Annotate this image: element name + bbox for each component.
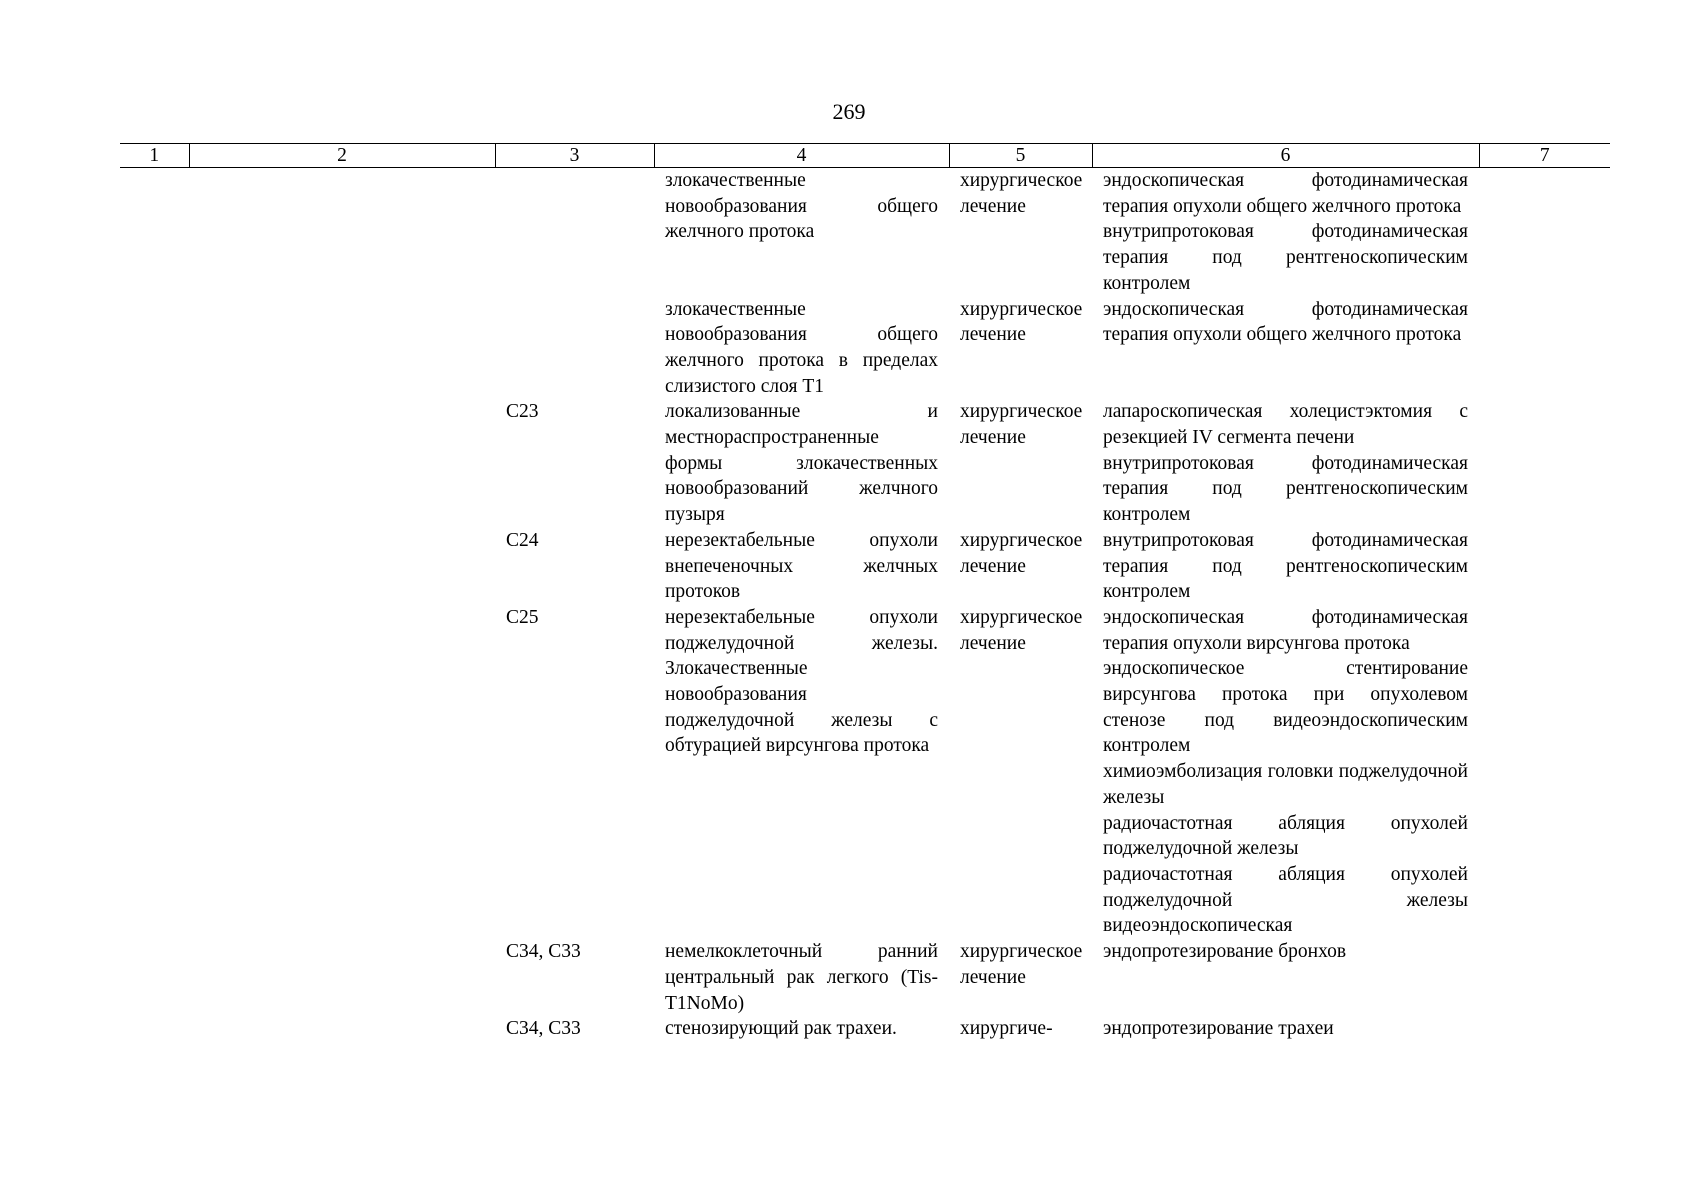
- profile-cell: [189, 168, 495, 297]
- table-row: [120, 528, 1610, 605]
- table-row: [120, 939, 1610, 1016]
- treatment-method: внутрипротоковая фотодинамическая терапия под рентгеноскопическим контролем: [1103, 529, 1468, 603]
- standard-cell: [1479, 168, 1610, 297]
- diagnosis-cell: нерезектабельные опухоли внепеченочных желчных протоков: [665, 529, 938, 603]
- row-number-cell: [120, 168, 189, 297]
- treatment-methods-cell: [1092, 528, 1479, 605]
- table-row: [120, 168, 1610, 297]
- diagnosis-cell: нерезектабельные опухоли поджелудочной железы. Злокачественные новообразования поджелудочной железы с обтурацией вирсунгова протока: [665, 606, 938, 757]
- treatment-method: эндоскопическая фотодинамическая терапия опухоли общего желчного протока: [1103, 298, 1468, 346]
- standard-cell: [1479, 605, 1610, 939]
- profile-cell: [189, 399, 495, 528]
- icd-code-cell: C34, C33: [506, 1018, 581, 1040]
- icd-code-cell: C34, C33: [506, 941, 581, 963]
- standard-cell: [1479, 1016, 1610, 1042]
- icd-code-cell: [495, 297, 654, 400]
- column-header-6: 6: [1092, 144, 1479, 168]
- row-number-cell: [120, 528, 189, 605]
- treatment-type-cell: хирургическое лечение: [960, 941, 1083, 988]
- table-row: [120, 297, 1610, 400]
- table-row: [120, 605, 1610, 939]
- treatment-methods-cell: [1092, 297, 1479, 400]
- treatment-method: радиочастотная абляция опухолей поджелудочной железы видеоэндоскопическая: [1103, 863, 1468, 937]
- medical-procedures-table: [120, 143, 1610, 1042]
- treatment-method: эндопротезирование трахеи: [1103, 1018, 1334, 1040]
- column-header-2: 2: [189, 144, 495, 168]
- column-header-3: 3: [495, 144, 654, 168]
- table-row: [120, 1016, 1610, 1042]
- icd-code-cell: [495, 168, 654, 297]
- profile-cell: [189, 1016, 495, 1042]
- column-header-5: 5: [949, 144, 1092, 168]
- treatment-methods-cell: [1092, 939, 1479, 1016]
- icd-code-cell: C24: [506, 529, 539, 551]
- standard-cell: [1479, 399, 1610, 528]
- treatment-method: эндоскопическое стентирование вирсунгова протока при опухолевом стенозе под видеоэндоскопическим контролем: [1103, 658, 1468, 757]
- treatment-type-cell: хирургиче-: [960, 1018, 1053, 1040]
- icd-code-cell: C23: [506, 401, 539, 423]
- treatment-type-cell: хирургическое лечение: [960, 401, 1083, 449]
- column-number-row: [120, 144, 1610, 168]
- icd-code-cell: C25: [506, 606, 539, 628]
- column-header-1: 1: [120, 144, 189, 168]
- treatment-method: эндопротезирование бронхов: [1103, 941, 1347, 963]
- standard-cell: [1479, 297, 1610, 400]
- treatment-method: эндоскопическая фотодинамическая терапия опухоли вирсунгова протока: [1103, 606, 1468, 654]
- diagnosis-cell: немелкоклеточный ранний центральный рак легкого (Tis-T1NoMo): [665, 941, 938, 1014]
- treatment-method: лапароскопическая холецистэктомия с резекцией IV сегмента печени: [1103, 401, 1468, 449]
- treatment-type-cell: хирургическое лечение: [960, 529, 1083, 577]
- column-header-7: 7: [1479, 144, 1610, 168]
- standard-cell: [1479, 939, 1610, 1016]
- treatment-methods-cell: [1092, 605, 1479, 939]
- treatment-methods-cell: [1092, 1016, 1479, 1042]
- page-number: 269: [832, 99, 866, 124]
- treatment-type-cell: хирургическое лечение: [960, 298, 1083, 346]
- treatment-methods-cell: [1092, 168, 1479, 297]
- row-number-cell: [120, 399, 189, 528]
- profile-cell: [189, 605, 495, 939]
- row-number-cell: [120, 297, 189, 400]
- diagnosis-cell: локализованные и местнораспространенные формы злокачественных новообразований желчного пузыря: [665, 401, 938, 526]
- profile-cell: [189, 297, 495, 400]
- column-header-4: 4: [654, 144, 949, 168]
- treatment-type-cell: хирургическое лечение: [960, 606, 1083, 654]
- treatment-method: радиочастотная абляция опухолей поджелудочной железы: [1103, 812, 1468, 860]
- treatment-method: эндоскопическая фотодинамическая терапия опухоли общего желчного протока: [1103, 170, 1468, 217]
- treatment-methods-cell: [1092, 399, 1479, 528]
- row-number-cell: [120, 605, 189, 939]
- standard-cell: [1479, 528, 1610, 605]
- treatment-method: внутрипротоковая фотодинамическая терапия под рентгеноскопическим контролем: [1103, 452, 1468, 526]
- treatment-method: внутрипротоковая фотодинамическая терапия под рентгеноскопическим контролем: [1103, 221, 1468, 294]
- profile-cell: [189, 528, 495, 605]
- treatment-method: химиоэмболизация головки поджелудочной железы: [1103, 761, 1468, 808]
- table-row: [120, 399, 1610, 528]
- row-number-cell: [120, 1016, 189, 1042]
- row-number-cell: [120, 939, 189, 1016]
- treatment-type-cell: хирургическое лечение: [960, 170, 1083, 217]
- profile-cell: [189, 939, 495, 1016]
- diagnosis-cell: злокачественные новообразования общего желчного протока в пределах слизистого слоя T1: [665, 298, 938, 397]
- diagnosis-cell: стенозирующий рак трахеи.: [665, 1018, 897, 1040]
- diagnosis-cell: злокачественные новообразования общего желчного протока: [665, 170, 938, 243]
